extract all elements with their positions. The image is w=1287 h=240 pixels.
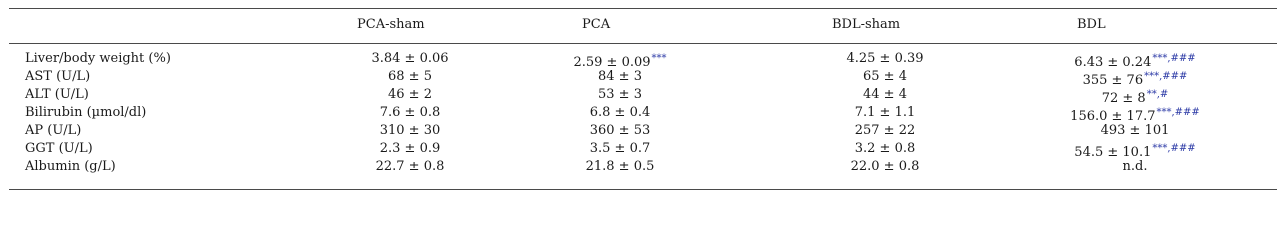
cell-pca: [565, 68, 675, 86]
cell-pca: [565, 122, 675, 140]
cell-value: 6.43 ± 0.24: [1074, 55, 1152, 70]
header-bdl-sham: BDL-sham: [832, 17, 901, 32]
row-label: Albumin (g/L): [25, 159, 116, 174]
row-label: ALT (U/L): [25, 87, 89, 102]
cell-value: 355 ± 76: [1082, 73, 1144, 88]
cell-value: 3.84 ± 0.06: [371, 51, 449, 66]
row-label: AST (U/L): [25, 69, 91, 84]
cell-value: 3.2 ± 0.8: [854, 141, 916, 156]
significance-marker: ***: [651, 53, 667, 64]
cell-bdl-sham: [830, 86, 940, 104]
cell-bdl-sham: [830, 50, 940, 68]
cell-value: n.d.: [1122, 159, 1148, 174]
cell-value: 6.8 ± 0.4: [589, 105, 651, 120]
significance-marker: ***,###: [1144, 71, 1188, 82]
cell-bdl-sham: [830, 68, 940, 86]
cell-pca: [565, 104, 675, 122]
cell-value: 310 ± 30: [379, 123, 441, 138]
cell-pca-sham: [355, 104, 465, 122]
table-row: [0, 122, 1287, 140]
significance-marker: ***,###: [1152, 53, 1196, 64]
row-label: GGT (U/L): [25, 141, 93, 156]
cell-value: 22.0 ± 0.8: [850, 159, 920, 174]
table-row: [0, 158, 1287, 176]
cell-bdl: [1030, 122, 1240, 140]
header-pca: PCA: [582, 17, 611, 32]
cell-bdl-sham: [830, 122, 940, 140]
cell-bdl-sham: [830, 158, 940, 176]
cell-bdl: [1030, 158, 1240, 176]
significance-marker: ***,###: [1152, 143, 1196, 154]
cell-value: 7.1 ± 1.1: [854, 105, 916, 120]
cell-value: 156.0 ± 17.7: [1070, 109, 1156, 124]
cell-value: 4.25 ± 0.39: [846, 51, 924, 66]
table-bottom-rule: [9, 189, 1277, 190]
table-top-rule: [9, 8, 1277, 9]
cell-value: 360 ± 53: [589, 123, 651, 138]
cell-value: 21.8 ± 0.5: [585, 159, 655, 174]
table-header-rule: [9, 43, 1277, 44]
row-label: Bilirubin (µmol/dl): [25, 105, 147, 120]
cell-value: 46 ± 2: [388, 87, 432, 102]
cell-pca: [565, 158, 675, 176]
cell-value: 68 ± 5: [388, 69, 432, 84]
significance-marker: **,#: [1146, 89, 1169, 100]
cell-value: 7.6 ± 0.8: [379, 105, 441, 120]
cell-pca-sham: [355, 50, 465, 68]
cell-value: 65 ± 4: [863, 69, 907, 84]
cell-pca-sham: [355, 140, 465, 158]
cell-pca-sham: [355, 86, 465, 104]
cell-pca: [565, 140, 675, 158]
header-bdl: BDL: [1077, 17, 1106, 32]
cell-value: 3.5 ± 0.7: [589, 141, 651, 156]
row-label: Liver/body weight (%): [25, 51, 171, 66]
table-row: [0, 68, 1287, 86]
header-pca-sham: PCA-sham: [357, 17, 425, 32]
cell-value: 54.5 ± 10.1: [1074, 145, 1152, 160]
cell-bdl-sham: [830, 104, 940, 122]
table-row: [0, 50, 1287, 68]
cell-value: 2.3 ± 0.9: [379, 141, 441, 156]
row-label: AP (U/L): [25, 123, 82, 138]
cell-value: 84 ± 3: [598, 69, 642, 84]
cell-value: 22.7 ± 0.8: [375, 159, 445, 174]
significance-marker: ***,###: [1156, 107, 1200, 118]
table-row: [0, 104, 1287, 122]
cell-bdl-sham: [830, 140, 940, 158]
cell-pca-sham: [355, 122, 465, 140]
cell-value: 72 ± 8: [1101, 91, 1146, 106]
cell-pca-sham: [355, 158, 465, 176]
table-row: [0, 86, 1287, 104]
cell-pca-sham: [355, 68, 465, 86]
cell-value: 493 ± 101: [1100, 123, 1170, 138]
cell-value: 257 ± 22: [854, 123, 916, 138]
cell-value: 44 ± 4: [863, 87, 907, 102]
cell-pca: [565, 86, 675, 104]
cell-value: 2.59 ± 0.09: [573, 55, 651, 70]
table-row: [0, 140, 1287, 158]
cell-value: 53 ± 3: [598, 87, 642, 102]
